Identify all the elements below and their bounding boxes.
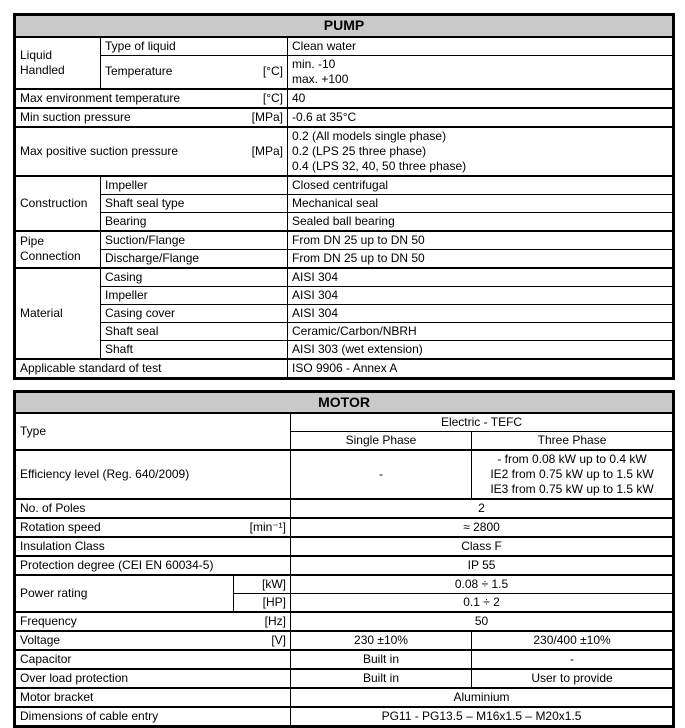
pump-standard-label: Applicable standard of test xyxy=(15,359,288,379)
pump-max-env-temp-unit: [°C] xyxy=(263,91,283,106)
motor-table xyxy=(13,390,675,728)
motor-cable-label: Dimensions of cable entry xyxy=(15,707,291,727)
motor-speed-cell xyxy=(15,518,291,537)
pump-min-suction-unit: [MPa] xyxy=(252,110,283,125)
motor-capacitor-single: Built in xyxy=(291,650,472,669)
motor-col-three-phase: Three Phase xyxy=(472,432,674,451)
pump-group-material: Material xyxy=(15,268,101,359)
pump-material-shaft-value: AISI 303 (wet extension) xyxy=(288,340,674,359)
pump-construction-impeller-value: Closed centrifugal xyxy=(288,176,674,195)
pump-min-suction-label: Min suction pressure xyxy=(20,110,131,125)
motor-overload-single: Built in xyxy=(291,669,472,688)
motor-voltage-unit: [V] xyxy=(271,633,286,648)
motor-voltage-three: 230/400 ±10% xyxy=(472,631,674,650)
motor-capacitor-three: - xyxy=(472,650,674,669)
motor-title: MOTOR xyxy=(15,391,674,413)
pump-standard-value: ISO 9906 - Annex A xyxy=(288,359,674,379)
motor-insulation-label: Insulation Class xyxy=(15,537,291,556)
motor-protection-value: IP 55 xyxy=(291,556,674,575)
pump-max-suction-cell xyxy=(15,127,288,176)
pump-construction-bearing-value: Sealed ball bearing xyxy=(288,212,674,231)
pump-material-seal-label: Shaft seal xyxy=(101,322,288,340)
motor-protection-label: Protection degree (CEI EN 60034-5) xyxy=(15,556,291,575)
motor-overload-three: User to provide xyxy=(472,669,674,688)
motor-overload-label: Over load protection xyxy=(15,669,291,688)
motor-efficiency-three: - from 0.08 kW up to 0.4 kW IE2 from 0.75 kW up to 1.5 kW IE3 from 0.75 kW up to 1.5 kW xyxy=(472,450,674,499)
pump-material-impeller-value: AISI 304 xyxy=(288,286,674,304)
pump-title: PUMP xyxy=(15,15,674,37)
motor-power-hp-unit: [HP] xyxy=(234,594,291,613)
pump-material-seal-value: Ceramic/Carbon/NBRH xyxy=(288,322,674,340)
motor-bracket-value: Aluminium xyxy=(291,688,674,707)
motor-bracket-label: Motor bracket xyxy=(15,688,291,707)
motor-voltage-single: 230 ±10% xyxy=(291,631,472,650)
pump-group-pipe-connection: Pipe Connection xyxy=(15,231,101,268)
pump-material-impeller-label: Impeller xyxy=(101,286,288,304)
pump-material-shaft-label: Shaft xyxy=(101,340,288,359)
pump-temperature-value: min. -10 max. +100 xyxy=(288,55,674,89)
pump-type-of-liquid-value: Clean water xyxy=(288,37,674,56)
pump-temperature-cell xyxy=(101,55,288,89)
pump-max-env-temp-cell xyxy=(15,89,288,108)
motor-efficiency-label: Efficiency level (Reg. 640/2009) xyxy=(15,450,291,499)
motor-frequency-unit: [Hz] xyxy=(265,614,286,629)
motor-power-label: Power rating xyxy=(15,575,234,612)
pump-type-of-liquid-label: Type of liquid xyxy=(101,37,288,56)
pump-material-cover-label: Casing cover xyxy=(101,304,288,322)
motor-voltage-label: Voltage xyxy=(20,633,60,648)
pump-group-liquid-handled: Liquid Handled xyxy=(15,37,101,89)
pump-table xyxy=(13,13,675,380)
motor-voltage-cell xyxy=(15,631,291,650)
motor-frequency-label: Frequency xyxy=(20,614,77,629)
pump-temperature-label: Temperature xyxy=(105,64,172,79)
pump-min-suction-cell xyxy=(15,108,288,127)
motor-frequency-cell xyxy=(15,612,291,631)
motor-power-hp-value: 0.1 ÷ 2 xyxy=(291,594,674,613)
pump-max-suction-unit: [MPa] xyxy=(252,144,283,159)
pump-pipe-discharge-label: Discharge/Flange xyxy=(101,249,288,268)
motor-type-label: Type xyxy=(15,413,291,450)
motor-power-kw-value: 0.08 ÷ 1.5 xyxy=(291,575,674,594)
pump-pipe-suction-value: From DN 25 up to DN 50 xyxy=(288,231,674,250)
pump-material-casing-value: AISI 304 xyxy=(288,268,674,287)
pump-construction-bearing-label: Bearing xyxy=(101,212,288,231)
pump-construction-seal-label: Shaft seal type xyxy=(101,194,288,212)
motor-speed-label: Rotation speed xyxy=(20,520,101,535)
motor-col-single-phase: Single Phase xyxy=(291,432,472,451)
motor-insulation-value: Class F xyxy=(291,537,674,556)
pump-construction-seal-value: Mechanical seal xyxy=(288,194,674,212)
motor-type-value: Electric - TEFC xyxy=(291,413,674,432)
pump-pipe-discharge-value: From DN 25 up to DN 50 xyxy=(288,249,674,268)
pump-temperature-unit: [°C] xyxy=(263,64,283,79)
motor-poles-label: No. of Poles xyxy=(15,499,291,518)
pump-group-construction: Construction xyxy=(15,176,101,231)
pump-construction-impeller-label: Impeller xyxy=(101,176,288,195)
motor-efficiency-single: - xyxy=(291,450,472,499)
motor-power-kw-unit: [kW] xyxy=(234,575,291,594)
pump-material-casing-label: Casing xyxy=(101,268,288,287)
pump-pipe-suction-label: Suction/Flange xyxy=(101,231,288,250)
pump-max-suction-label: Max positive suction pressure xyxy=(20,144,178,159)
motor-speed-unit: [min⁻¹] xyxy=(250,520,286,535)
motor-capacitor-label: Capacitor xyxy=(15,650,291,669)
motor-poles-value: 2 xyxy=(291,499,674,518)
motor-frequency-value: 50 xyxy=(291,612,674,631)
motor-speed-value: ≈ 2800 xyxy=(291,518,674,537)
pump-max-suction-value: 0.2 (All models single phase) 0.2 (LPS 25 three phase) 0.4 (LPS 32, 40, 50 three phase) xyxy=(288,127,674,176)
motor-cable-value: PG11 - PG13.5 – M16x1.5 – M20x1.5 xyxy=(291,707,674,727)
pump-material-cover-value: AISI 304 xyxy=(288,304,674,322)
table-gap xyxy=(13,380,672,390)
pump-min-suction-value: -0.6 at 35°C xyxy=(288,108,674,127)
pump-max-env-temp-label: Max environment temperature xyxy=(20,91,180,106)
pump-max-env-temp-value: 40 xyxy=(288,89,674,108)
